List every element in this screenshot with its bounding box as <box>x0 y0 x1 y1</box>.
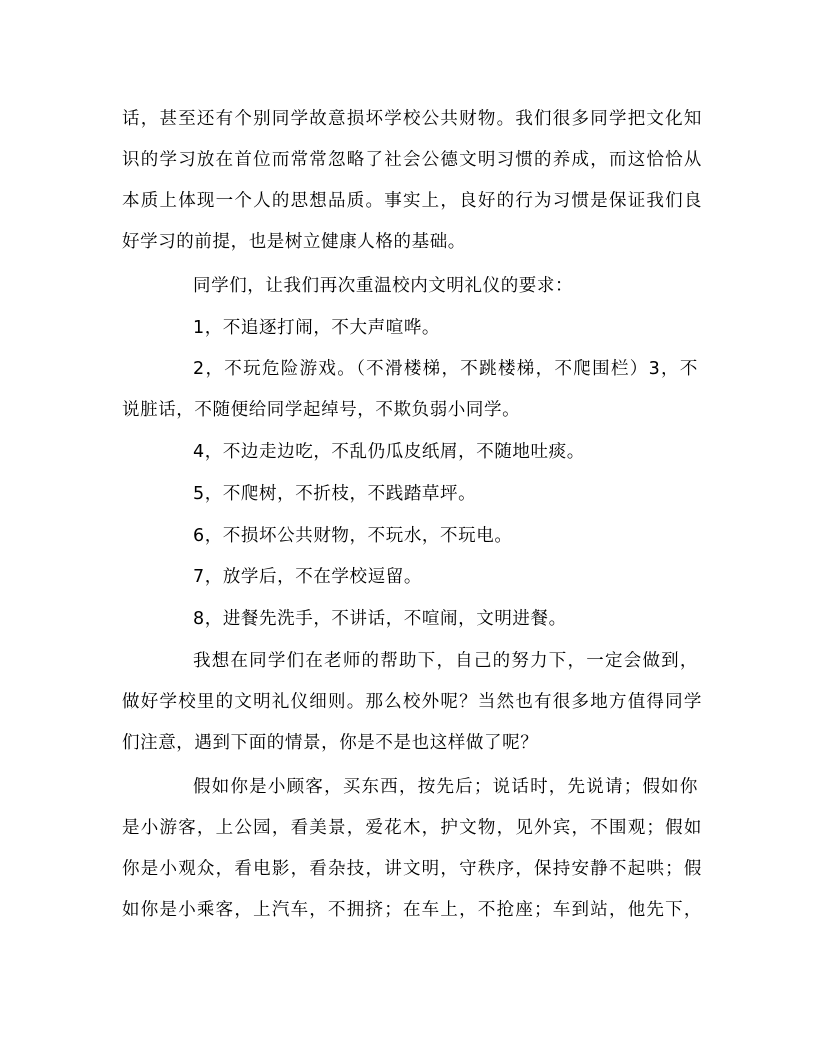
paragraph-line: 同学们，让我们再次重温校内文明礼仪的要求： <box>193 276 574 296</box>
paragraph-line: 做好学校里的文明礼仪细则。那么校外呢？当然也有很多地方值得同学 <box>122 692 702 712</box>
paragraph-line: 识的学习放在首位而常常忽略了社会公德文明习惯的养成，而这恰恰从 <box>122 150 702 170</box>
paragraph-line: 我想在同学们在老师的帮助下，自己的努力下，一定会做到， <box>193 651 698 671</box>
list-item: 8，进餐先洗手，不讲话，不喧闹，文明进餐。 <box>193 609 567 629</box>
list-item-continuation: 说脏话，不随便给同学起绰号，不欺负弱小同学。 <box>122 400 521 420</box>
paragraph-line: 是小游客，上公园，看美景，爱花木，护文物，见外宾，不围观；假如 <box>122 818 702 838</box>
list-item: 2，不玩危险游戏。（不滑楼梯，不跳楼梯，不爬围栏）3，不 <box>193 359 698 379</box>
paragraph-line: 话，甚至还有个别同学故意损坏学校公共财物。我们很多同学把文化知 <box>122 109 702 129</box>
paragraph-line: 如你是小乘客，上汽车，不拥挤；在车上，不抢座；车到站，他先下， <box>122 900 702 920</box>
list-item: 6，不损坏公共财物，不玩水，不玩电。 <box>193 526 513 546</box>
paragraph-line: 你是小观众，看电影，看杂技，讲文明，守秩序，保持安静不起哄；假 <box>122 859 702 879</box>
list-item: 5，不爬树，不折枝，不践踏草坪。 <box>193 484 477 504</box>
list-item: 4，不边走边吃，不乱仍瓜皮纸屑，不随地吐痰。 <box>193 442 585 462</box>
paragraph-line: 好学习的前提，也是树立健康人格的基础。 <box>122 232 466 252</box>
paragraph-line: 假如你是小顾客，买东西，按先后；说话时，先说请；假如你 <box>193 777 698 797</box>
paragraph-line: 本质上体现一个人的思想品质。事实上，良好的行为习惯是保证我们良 <box>122 191 702 211</box>
paragraph-line: 们注意，遇到下面的情景，你是不是也这样做了呢？ <box>122 733 539 753</box>
list-item: 7，放学后，不在学校逗留。 <box>193 567 422 587</box>
list-item: 1，不追逐打闹，不大声喧哗。 <box>193 318 441 338</box>
